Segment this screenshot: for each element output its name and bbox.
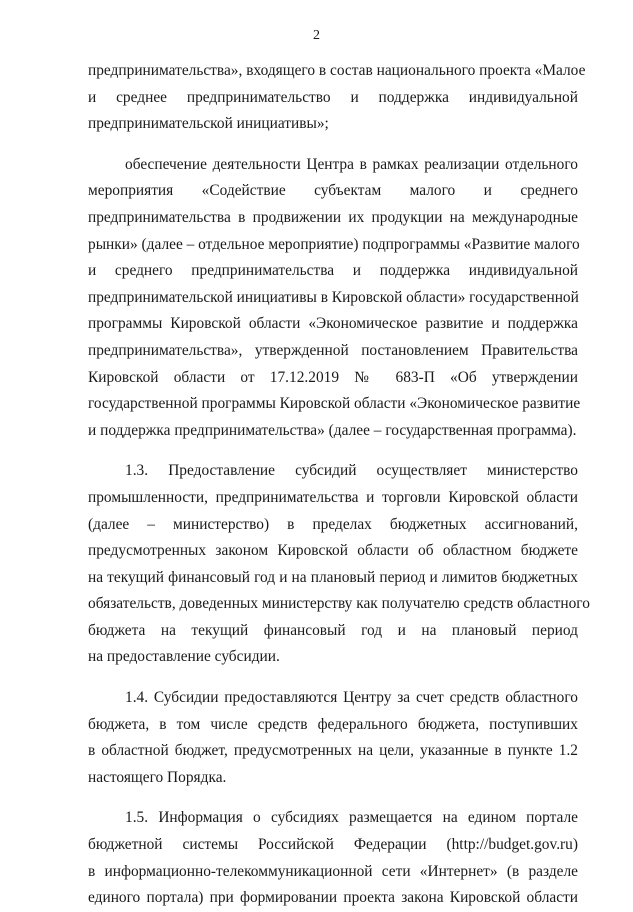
text-line: промышленности, предпринимательства и торговли Кировской области (88, 488, 578, 506)
text-line: предпринимательства», входящего в состав национального проекта «Малое (88, 62, 586, 79)
paragraph-support-activities (88, 152, 581, 445)
paragraph-1-4 (88, 685, 578, 791)
text-line: обязательств, доведенных министерству как получателю средств областного (88, 595, 590, 613)
text-line: бюджетной системы Российской Федерации (http://budget.gov.ru) (88, 836, 578, 854)
text-line: настоящего Порядка. (88, 768, 227, 786)
text-line: Кировской области от 17.12.2019 № 683-П «Об утверждении (88, 368, 578, 386)
text-line: и среднего предпринимательства и поддержка индивидуальной (88, 262, 578, 280)
text-line: государственной программы Кировской области «Экономическое развитие (88, 395, 581, 413)
text-line: и среднее предпринимательство и поддержка индивидуальной (88, 88, 578, 106)
text-line: (далее – министерство) в пределах бюджетных ассигнований, (88, 515, 578, 533)
text-line: обеспечение деятельности Центра в рамках реализации отдельного (125, 155, 578, 173)
paragraph-1-3 (88, 458, 590, 671)
text-line: и поддержка предпринимательства» (далее – государственная программа). (88, 421, 577, 439)
text-line: единого портала) при формировании проекта закона Кировской области (88, 889, 578, 907)
text-line: бюджета на текущий финансовый год и на плановый период (88, 621, 578, 639)
text-line: предпринимательства в продвижении их продукции на международные (88, 208, 578, 226)
text-line: программы Кировской области «Экономическое развитие и поддержка (88, 315, 578, 333)
text-line: предпринимательской инициативы»; (88, 115, 329, 133)
text-line: на текущий финансовый год и на плановый период и лимитов бюджетных (88, 568, 578, 586)
text-line: предусмотренных законом Кировской области об областном бюджете (88, 542, 578, 560)
text-line: в информационно-телекоммуникационной сети «Интернет» (в разделе (88, 862, 578, 880)
text-line: рынки» (далее – отдельное мероприятие) подпрограммы «Развитие малого (88, 235, 580, 253)
page-number: 2 (313, 28, 320, 43)
text-line: бюджета, в том числе средств федерального бюджета, поступивших (88, 715, 578, 733)
text-line: 1.5. Информация о субсидиях размещается на едином портале (125, 809, 578, 827)
text-line: предпринимательства», утвержденной постановлением Правительства (88, 341, 578, 359)
text-line: 1.3. Предоставление субсидий осуществляет министерство (125, 462, 578, 480)
paragraph-1-5 (88, 805, 578, 911)
text-line: на предоставление субсидии. (88, 648, 280, 666)
paragraph-continuation (88, 58, 586, 138)
document-body (88, 58, 590, 912)
text-line: предпринимательской инициативы в Кировской области» государственной (88, 288, 579, 306)
text-line: 1.4. Субсидии предоставляются Центру за счет средств областного (125, 689, 578, 707)
text-line: мероприятия «Содействие субъектам малого и среднего (88, 182, 578, 200)
text-line: в областной бюджет, предусмотренных на цели, указанные в пункте 1.2 (88, 742, 578, 760)
